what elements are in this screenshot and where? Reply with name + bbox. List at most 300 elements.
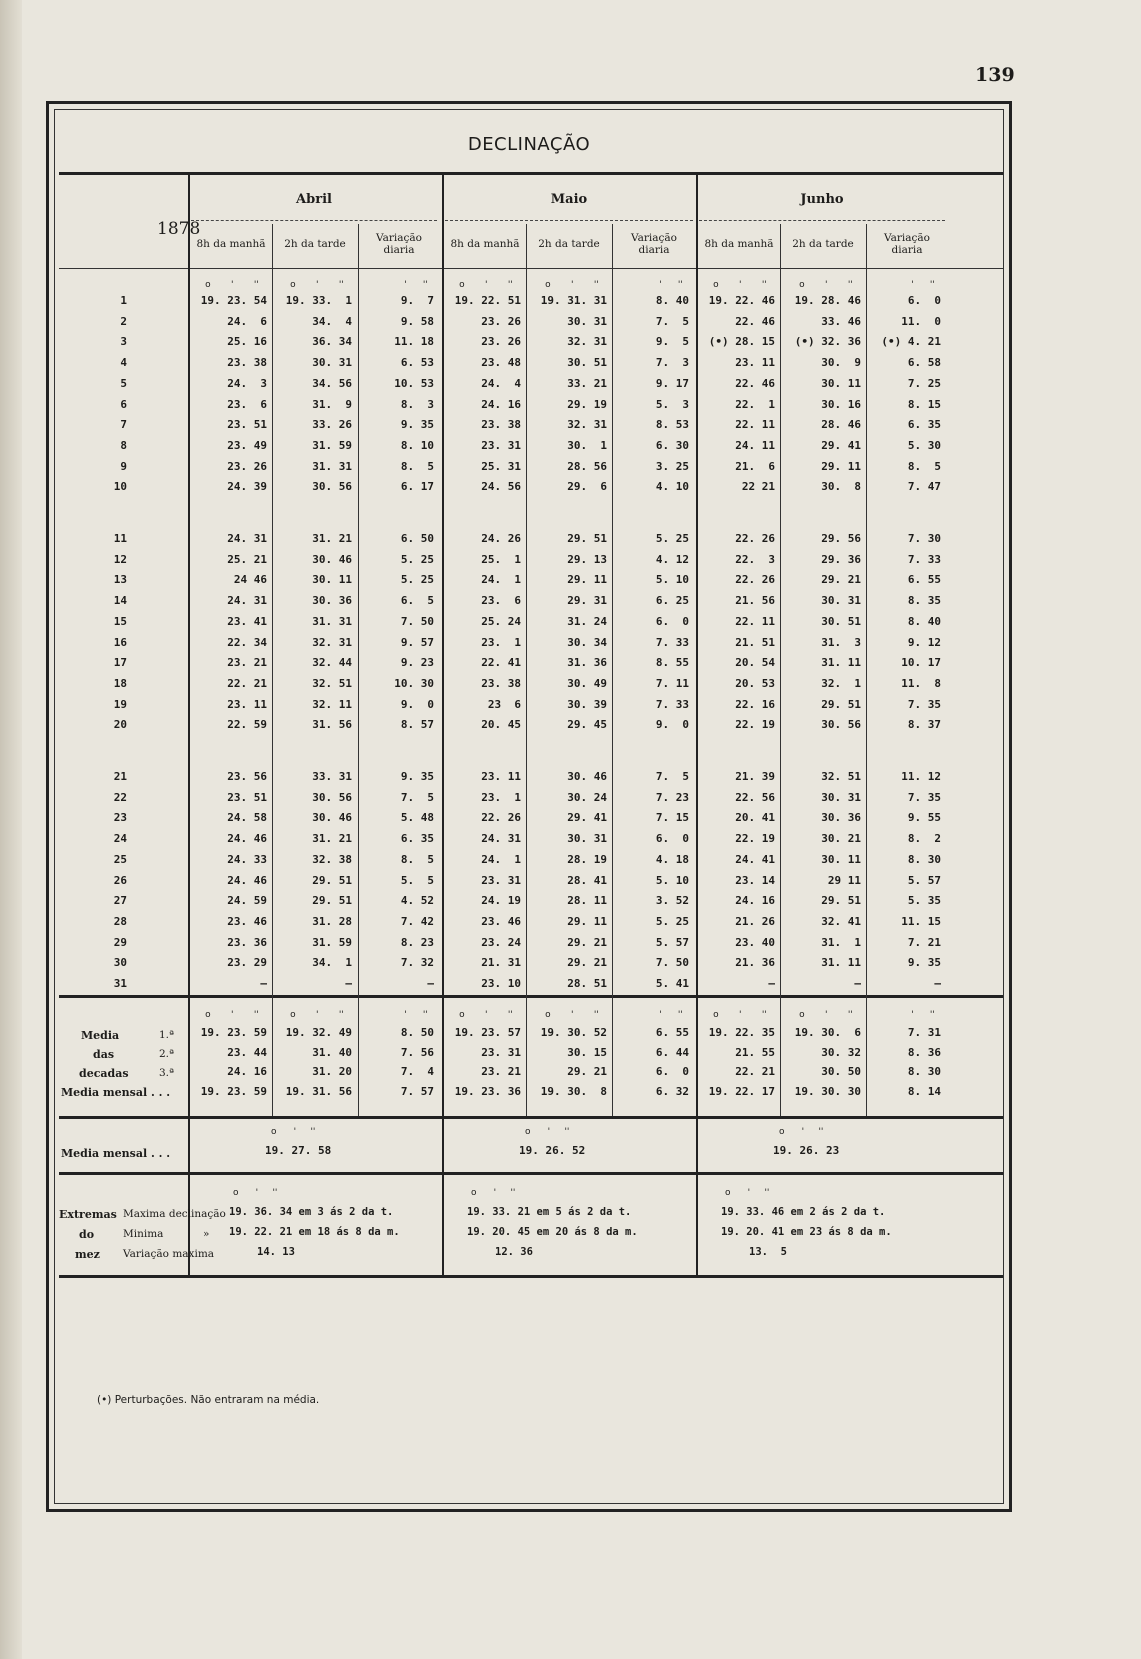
day-number: 16 xyxy=(113,635,127,649)
table-cell: 24. 41 xyxy=(735,852,775,866)
unit-marks: o ' '' xyxy=(713,280,767,290)
table-cell: 28. 51 xyxy=(567,977,607,990)
table-cell: 5. 25 xyxy=(400,573,434,587)
table-cell: 7. 50 xyxy=(655,956,689,970)
decade-cell: 7. 31 xyxy=(907,1026,941,1039)
colhead-tarde: 2h da tarde xyxy=(538,238,600,250)
table-cell: 23 6 xyxy=(487,697,521,711)
table-cell: 30. 46 xyxy=(567,770,607,783)
table-cell: 7. 30 xyxy=(907,532,941,545)
table-cell: 19. 22. 46 xyxy=(708,294,775,307)
table-cell: 29. 11 xyxy=(567,914,607,928)
table-cell: 31. 24 xyxy=(567,614,607,628)
table-cell: 6. 5 xyxy=(400,594,434,608)
day-number: 14 xyxy=(113,594,127,608)
table-cell: 30. 31 xyxy=(312,356,352,370)
colhead-manha: 8h da manhã xyxy=(704,238,774,250)
table-cell: 31. 59 xyxy=(312,935,352,949)
table-cell: 24 46 xyxy=(233,573,267,587)
table-cell: 6. 55 xyxy=(907,573,941,587)
table-cell: 6. 30 xyxy=(655,438,689,452)
table-cell: 23. 46 xyxy=(481,914,521,928)
table-cell: 8. 10 xyxy=(400,438,434,452)
table-cell: 24. 46 xyxy=(227,832,267,846)
wavy-divider xyxy=(191,220,437,227)
table-cell: 30. 34 xyxy=(567,635,607,649)
unit-marks: ' '' xyxy=(911,280,935,290)
table-cell: 7. 23 xyxy=(655,790,689,804)
table-cell: 4. 52 xyxy=(400,894,434,908)
table-cell: 30. 31 xyxy=(821,790,861,804)
month-header-maio: Maio xyxy=(550,192,588,207)
table-cell: 30. 39 xyxy=(567,697,607,711)
extreme-maio-var: 12. 36 xyxy=(495,1246,533,1258)
decade-cell: 19. 31. 56 xyxy=(285,1084,352,1098)
decade-ordinal: 3.ª xyxy=(159,1067,175,1079)
table-cell: 30. 36 xyxy=(312,594,352,608)
extremes-label: Extremas xyxy=(59,1208,117,1221)
table-cell: 4. 10 xyxy=(655,480,689,494)
table-cell: 31. 21 xyxy=(312,532,352,545)
decade-cell: 7. 4 xyxy=(400,1065,434,1078)
table-cell: 7. 5 xyxy=(400,790,434,804)
table-cell: 29. 19 xyxy=(567,397,607,411)
table-cell: 23. 1 xyxy=(481,790,521,804)
table-cell: 23. 26 xyxy=(481,335,521,349)
rule-above-monthly xyxy=(59,1116,1003,1119)
table-cell: 23. 31 xyxy=(481,873,521,887)
table-cell: 7. 33 xyxy=(907,552,941,566)
table-cell: 32. 1 xyxy=(821,676,861,690)
table-cell: 23. 38 xyxy=(227,356,267,370)
unit-marks: ' '' xyxy=(659,1010,683,1020)
decade-cell: 7. 57 xyxy=(400,1084,434,1098)
decade-cell: 31. 40 xyxy=(312,1045,352,1059)
table-cell: 23. 6 xyxy=(227,397,267,411)
unit-marks: o ' '' xyxy=(525,1127,570,1137)
decade-cell: 19. 30. 30 xyxy=(794,1084,861,1098)
decade-cell: 19. 22. 17 xyxy=(708,1084,775,1098)
table-cell: — xyxy=(768,977,775,990)
day-number: 20 xyxy=(113,718,127,732)
unit-marks: o ' '' xyxy=(713,1010,767,1020)
table-cell: 25. 21 xyxy=(227,552,267,566)
table-cell: 21. 56 xyxy=(735,594,775,608)
table-cell: 24. 58 xyxy=(227,811,267,825)
table-cell: 11. 12 xyxy=(901,770,941,783)
table-cell: 24. 16 xyxy=(735,894,775,908)
table-cell: 31. 1 xyxy=(821,935,861,949)
colhead-variacao: Variação diaria xyxy=(884,232,930,256)
monthly-mean-maio: 19. 26. 52 xyxy=(519,1144,586,1157)
unit-marks: o ' '' xyxy=(779,1127,824,1137)
unit-marks: o ' '' xyxy=(471,1188,516,1198)
table-cell: 7. 15 xyxy=(655,811,689,825)
table-cell: 19. 22. 51 xyxy=(454,294,521,307)
table-cell: 31. 31 xyxy=(312,459,352,473)
table-cell: 23. 51 xyxy=(227,790,267,804)
unit-marks: o ' '' xyxy=(271,1127,316,1137)
table-cell: 10. 17 xyxy=(901,656,941,670)
extremes-label: do xyxy=(79,1228,95,1241)
day-number: 1 xyxy=(120,294,127,307)
table-cell: 9. 17 xyxy=(655,376,689,390)
table-cell: 29. 21 xyxy=(821,573,861,587)
table-cell: 28. 56 xyxy=(567,459,607,473)
table-cell: 11. 18 xyxy=(394,335,434,349)
table-cell: 25. 16 xyxy=(227,335,267,349)
unit-marks: o ' '' xyxy=(205,1010,259,1020)
table-cell: 30. 51 xyxy=(567,356,607,370)
table-cell: 24. 16 xyxy=(481,397,521,411)
day-number: 6 xyxy=(120,397,127,411)
colhead-manha: 8h da manhã xyxy=(450,238,520,250)
table-cell: 22. 11 xyxy=(735,614,775,628)
table-cell: 23. 40 xyxy=(735,935,775,949)
label-decadas: decadas xyxy=(79,1067,129,1080)
table-cell: 7. 25 xyxy=(907,376,941,390)
decade-ordinal: 1.ª xyxy=(159,1029,175,1041)
unit-marks: o ' '' xyxy=(725,1188,770,1198)
table-cell: 21. 26 xyxy=(735,914,775,928)
day-number: 21 xyxy=(113,770,127,783)
decade-cell: 23. 21 xyxy=(481,1065,521,1078)
day-number: 26 xyxy=(113,873,127,887)
table-cell: 24. 31 xyxy=(481,832,521,846)
table-cell: 23. 56 xyxy=(227,770,267,783)
table-cell: 30. 46 xyxy=(312,552,352,566)
table-cell: 3. 25 xyxy=(655,459,689,473)
table-cell: 29. 11 xyxy=(567,573,607,587)
decade-cell: 19. 23. 36 xyxy=(454,1084,521,1098)
table-cell: 5. 3 xyxy=(655,397,689,411)
table-cell: 29. 11 xyxy=(821,459,861,473)
table-cell: 7. 42 xyxy=(400,914,434,928)
table-cell: 7. 35 xyxy=(907,697,941,711)
table-cell: 6. 0 xyxy=(907,294,941,307)
table-cell: 6. 0 xyxy=(655,832,689,846)
table-cell: 8. 3 xyxy=(400,397,434,411)
table-cell: 30. 56 xyxy=(312,790,352,804)
extreme-junho-max: 19. 33. 46 em 2 ás 2 da t. xyxy=(721,1206,886,1218)
table-cell: 23. 51 xyxy=(227,418,267,432)
table-cell: 28. 41 xyxy=(567,873,607,887)
table-cell: 24. 31 xyxy=(227,594,267,608)
table-cell: 8. 5 xyxy=(907,459,941,473)
table-cell: 9. 35 xyxy=(400,770,434,783)
decade-cell: 21. 55 xyxy=(735,1045,775,1059)
table-cell: 20. 53 xyxy=(735,676,775,690)
table-cell: 22. 46 xyxy=(735,376,775,390)
table-cell: 6. 25 xyxy=(655,594,689,608)
table-cell: 5. 57 xyxy=(655,935,689,949)
table-cell: 7. 32 xyxy=(400,956,434,970)
day-number: 28 xyxy=(113,914,127,928)
extreme-row-label: Minima xyxy=(123,1228,164,1240)
table-cell: 33. 31 xyxy=(312,770,352,783)
monthly-mean-abril: 19. 27. 58 xyxy=(265,1144,332,1157)
table-cell: 19. 31. 31 xyxy=(540,294,607,307)
extreme-maio-max: 19. 33. 21 em 5 ás 2 da t. xyxy=(467,1206,632,1218)
table-cell: 29. 51 xyxy=(821,894,861,908)
table-cell: 24. 59 xyxy=(227,894,267,908)
table-cell: 22. 59 xyxy=(227,718,267,732)
table-cell: 29. 56 xyxy=(821,532,861,545)
table-cell: 24. 3 xyxy=(227,376,267,390)
table-cell: 11. 8 xyxy=(901,676,941,690)
monthly-mean-label: Media mensal . . . xyxy=(61,1147,171,1160)
unit-marks: ' '' xyxy=(404,1010,428,1020)
table-cell: 9. 23 xyxy=(400,656,434,670)
table-cell: (•) 28. 15 xyxy=(708,335,775,349)
table-cell: 7. 50 xyxy=(400,614,434,628)
extreme-abril-var: 14. 13 xyxy=(257,1246,295,1258)
table-cell: 36. 34 xyxy=(312,335,352,349)
day-number: 9 xyxy=(120,459,127,473)
table-cell: 7. 33 xyxy=(655,635,689,649)
table-cell: 29. 51 xyxy=(567,532,607,545)
day-number: 12 xyxy=(113,552,127,566)
unit-marks: o ' '' xyxy=(545,1010,599,1020)
table-cell: 22. 26 xyxy=(735,532,775,545)
table-cell: 29. 51 xyxy=(821,697,861,711)
extremes-label: mez xyxy=(75,1248,100,1261)
table-cell: 6. 50 xyxy=(400,532,434,545)
table-title: DECLINAÇÃO xyxy=(467,134,591,155)
table-cell: 30. 51 xyxy=(821,614,861,628)
table-cell: 7. 5 xyxy=(655,314,689,328)
table-cell: 7. 11 xyxy=(655,676,689,690)
colhead-variacao: Variação diaria xyxy=(631,232,677,256)
table-cell: 32. 31 xyxy=(567,418,607,432)
decade-cell: 19. 32. 49 xyxy=(285,1026,352,1039)
table-cell: 7. 3 xyxy=(655,356,689,370)
table-cell: 23. 14 xyxy=(735,873,775,887)
table-cell: 29. 13 xyxy=(567,552,607,566)
table-cell: 22. 34 xyxy=(227,635,267,649)
table-cell: (•) 32. 36 xyxy=(794,335,861,349)
table-cell: 30. 36 xyxy=(821,811,861,825)
monthly-mean-junho: 19. 26. 23 xyxy=(773,1144,840,1157)
table-cell: 29. 51 xyxy=(312,894,352,908)
table-cell: 31. 59 xyxy=(312,438,352,452)
table-cell: 30. 16 xyxy=(821,397,861,411)
table-cell: 9. 35 xyxy=(907,956,941,970)
decade-cell: 19. 30. 6 xyxy=(794,1026,861,1039)
table-cell: 24. 1 xyxy=(481,852,521,866)
table-cell: 22. 46 xyxy=(735,314,775,328)
day-number: 2 xyxy=(120,314,127,328)
table-cell: 23. 11 xyxy=(481,770,521,783)
wavy-divider xyxy=(445,220,693,227)
table-cell: 33. 26 xyxy=(312,418,352,432)
table-cell: 30. 31 xyxy=(821,594,861,608)
table-cell: 7. 21 xyxy=(907,935,941,949)
table-cell: 23. 1 xyxy=(481,635,521,649)
unit-marks: o ' '' xyxy=(799,280,853,290)
table-cell: 25. 1 xyxy=(481,552,521,566)
table-cell: 34. 1 xyxy=(312,956,352,970)
table-cell: 5. 48 xyxy=(400,811,434,825)
extreme-junho-min: 19. 20. 41 em 23 ás 8 da m. xyxy=(721,1226,892,1238)
table-cell: 5. 57 xyxy=(907,873,941,887)
label-media-mensal: Media mensal . . . xyxy=(61,1086,171,1099)
table-cell: 30. 56 xyxy=(821,718,861,732)
decade-cell: 19. 23. 59 xyxy=(200,1084,267,1098)
decade-cell: 19. 22. 35 xyxy=(708,1026,775,1039)
day-number: 22 xyxy=(113,790,127,804)
rule-under-headers xyxy=(59,268,1003,269)
unit-marks: o ' '' xyxy=(290,280,344,290)
table-cell: 8. 53 xyxy=(655,418,689,432)
table-cell: 29 11 xyxy=(827,873,861,887)
table-cell: 8. 5 xyxy=(400,852,434,866)
table-cell: 19. 28. 46 xyxy=(794,294,861,307)
table-cell: 5. 25 xyxy=(655,532,689,545)
table-cell: 19. 33. 1 xyxy=(285,294,352,307)
table-cell: 24. 56 xyxy=(481,480,521,494)
table-cell: 5. 10 xyxy=(655,573,689,587)
table-cell: 21. 31 xyxy=(481,956,521,970)
table-cell: 8. 57 xyxy=(400,718,434,732)
table-cell: 24. 19 xyxy=(481,894,521,908)
table-cell: 23. 41 xyxy=(227,614,267,628)
decade-cell: 29. 21 xyxy=(567,1065,607,1078)
table-cell: 31. 9 xyxy=(312,397,352,411)
table-cell: 8. 15 xyxy=(907,397,941,411)
table-cell: 24. 4 xyxy=(481,376,521,390)
table-cell: 25. 24 xyxy=(481,614,521,628)
table-cell: 6. 53 xyxy=(400,356,434,370)
extreme-maio-min: 19. 20. 45 em 20 ás 8 da m. xyxy=(467,1226,638,1238)
table-cell: 19. 23. 54 xyxy=(200,294,267,307)
table-cell: 21. 39 xyxy=(735,770,775,783)
table-cell: 3. 52 xyxy=(655,894,689,908)
table-cell: 23. 38 xyxy=(481,418,521,432)
table-cell: 23. 26 xyxy=(481,314,521,328)
table-cell: 23. 26 xyxy=(227,459,267,473)
unit-marks: ' '' xyxy=(911,1010,935,1020)
table-cell: 22. 26 xyxy=(481,811,521,825)
month-header-abril: Abril xyxy=(296,192,332,207)
decade-cell: 8. 30 xyxy=(907,1065,941,1078)
day-number: 23 xyxy=(113,811,127,825)
day-number: 24 xyxy=(113,832,127,846)
decade-cell: 19. 30. 8 xyxy=(540,1084,607,1098)
unit-marks: o ' '' xyxy=(205,280,259,290)
table-cell: 8. 37 xyxy=(907,718,941,732)
table-cell: 20. 54 xyxy=(735,656,775,670)
table-cell: 31. 31 xyxy=(312,614,352,628)
day-number: 11 xyxy=(113,532,127,545)
decade-cell: 6. 44 xyxy=(655,1045,689,1059)
decade-cell: 6. 32 xyxy=(655,1084,689,1098)
table-cell: 21. 36 xyxy=(735,956,775,970)
table-cell: 24. 6 xyxy=(227,314,267,328)
label-media: Media xyxy=(81,1029,120,1042)
decade-cell: 23. 44 xyxy=(227,1045,267,1059)
table-cell: 32. 51 xyxy=(821,770,861,783)
extreme-junho-var: 13. 5 xyxy=(749,1246,787,1258)
table-cell: 6. 58 xyxy=(907,356,941,370)
table-cell: 24. 46 xyxy=(227,873,267,887)
table-cell: 22. 21 xyxy=(227,676,267,690)
wavy-divider xyxy=(699,220,945,227)
table-cell: 9. 0 xyxy=(400,697,434,711)
ditto-mark: » xyxy=(203,1228,210,1240)
table-cell: 11. 0 xyxy=(901,314,941,328)
table-cell: 6. 17 xyxy=(400,480,434,494)
table-cell: 30. 31 xyxy=(567,314,607,328)
table-cell: 6. 0 xyxy=(655,614,689,628)
table-cell: 30. 11 xyxy=(312,573,352,587)
decade-cell: 30. 15 xyxy=(567,1045,607,1059)
table-cell: 23. 24 xyxy=(481,935,521,949)
table-cell: 34. 4 xyxy=(312,314,352,328)
decade-cell: 8. 36 xyxy=(907,1045,941,1059)
table-cell: 22. 1 xyxy=(735,397,775,411)
table-cell: 10. 30 xyxy=(394,676,434,690)
table-cell: 23. 11 xyxy=(227,697,267,711)
table-cell: 22. 41 xyxy=(481,656,521,670)
decade-cell: 19. 30. 52 xyxy=(540,1026,607,1039)
table-cell: 21. 51 xyxy=(735,635,775,649)
extreme-abril-min: 19. 22. 21 em 18 ás 8 da m. xyxy=(229,1226,400,1238)
table-cell: 31. 28 xyxy=(312,914,352,928)
table-cell: 30. 46 xyxy=(312,811,352,825)
table-cell: 30. 8 xyxy=(821,480,861,494)
table-cell: 5. 5 xyxy=(400,873,434,887)
table-cell: 28. 46 xyxy=(821,418,861,432)
table-cell: 29. 21 xyxy=(567,956,607,970)
label-das: das xyxy=(93,1048,115,1061)
day-number: 27 xyxy=(113,894,127,908)
table-cell: 30. 31 xyxy=(567,832,607,846)
table-cell: 6. 35 xyxy=(907,418,941,432)
table-cell: 5. 35 xyxy=(907,894,941,908)
table-cell: 23. 11 xyxy=(735,356,775,370)
unit-marks: o ' '' xyxy=(459,1010,513,1020)
rule-above-extremes xyxy=(59,1172,1003,1175)
decade-cell: 30. 32 xyxy=(821,1045,861,1059)
table-cell: 29. 41 xyxy=(821,438,861,452)
table-cell: 29. 41 xyxy=(567,811,607,825)
table-cell: 20. 45 xyxy=(481,718,521,732)
table-cell: — xyxy=(427,977,434,990)
table-cell: 31. 3 xyxy=(821,635,861,649)
table-cell: 22. 56 xyxy=(735,790,775,804)
table-cell: 9. 7 xyxy=(400,294,434,307)
table-cell: 31. 11 xyxy=(821,956,861,970)
table-cell: 33. 46 xyxy=(821,314,861,328)
table-cell: 23. 38 xyxy=(481,676,521,690)
table-cell: 32. 41 xyxy=(821,914,861,928)
day-number: 4 xyxy=(120,356,127,370)
table-cell: 28. 19 xyxy=(567,852,607,866)
rule-bottom-table xyxy=(59,1275,1003,1278)
day-number: 31 xyxy=(113,977,127,990)
table-cell: 5. 25 xyxy=(400,552,434,566)
table-cell: 23. 46 xyxy=(227,914,267,928)
decade-cell: 31. 20 xyxy=(312,1065,352,1078)
table-cell: 29. 31 xyxy=(567,594,607,608)
table-cell: 8. 40 xyxy=(655,294,689,307)
table-cell: (•) 4. 21 xyxy=(881,335,941,349)
day-number: 10 xyxy=(113,480,127,494)
table-cell: 23. 6 xyxy=(481,594,521,608)
extreme-abril-max: 19. 36. 34 em 3 ás 2 da t. xyxy=(229,1206,394,1218)
table-cell: 7. 35 xyxy=(907,790,941,804)
